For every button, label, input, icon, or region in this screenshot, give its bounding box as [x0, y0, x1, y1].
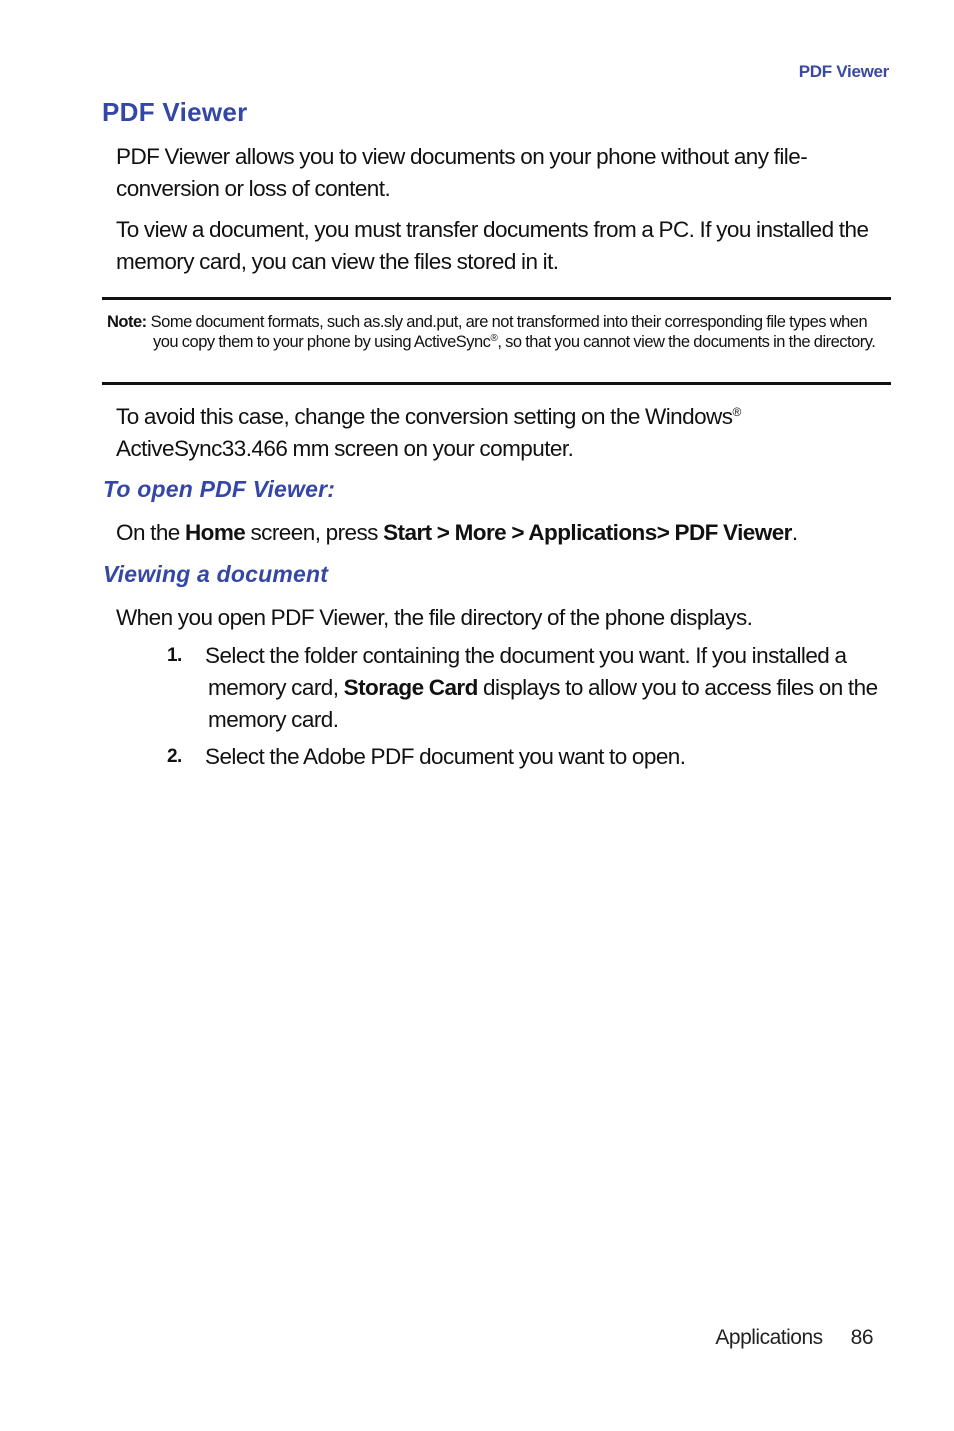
step-number: 1. [167, 645, 182, 666]
page-number: 86 [850, 1326, 873, 1349]
registered-mark: ® [490, 333, 498, 344]
open-text-3: . [791, 520, 798, 545]
page-footer [715, 1326, 873, 1350]
step-text-b: displays to allow you to access files on the memory card. [208, 675, 878, 732]
registered-mark: ® [732, 405, 741, 419]
conversion-line-a: To avoid this case, change the conversion setting on the Windows [116, 404, 733, 429]
conversion-paragraph [116, 401, 906, 465]
subsection-title-open: To open PDF Viewer: [103, 476, 336, 502]
step-text-continuation [205, 672, 887, 736]
running-header: PDF Viewer [798, 62, 889, 81]
footer-section-name: Applications [715, 1326, 823, 1349]
conversion-line-b: ActiveSync33.466 mm screen on your computer. [116, 436, 574, 461]
intro-paragraph-2: To view a document, you must transfer documents from a PC. If you installed the memory card, you can view the files stored in it. [116, 217, 869, 274]
note-text-b: , so that you cannot view the documents in the directory. [497, 333, 876, 351]
note-label: Note: [107, 313, 147, 331]
step-text-a: memory card, [208, 675, 344, 700]
note-box [107, 312, 889, 352]
step-text-line1: Select the Adobe PDF document you want to open. [205, 744, 686, 769]
subsection-title-viewing: Viewing a document [103, 561, 329, 587]
step-item [167, 640, 887, 736]
note-top-rule [102, 297, 891, 300]
note-text-a: Some document formats, such as.sly and.put, are not transformed into their corresponding file types when you copy them to your phone by using ActiveSync [150, 313, 868, 351]
note-bottom-rule [102, 382, 891, 385]
open-text-2: screen, press [245, 520, 384, 545]
step-item [167, 741, 887, 773]
section-title: PDF Viewer [102, 97, 248, 127]
storage-card-label: Storage Card [343, 675, 478, 700]
step-number: 2. [167, 746, 182, 767]
home-label: Home [184, 520, 246, 545]
menu-path: Start > More > Applications> PDF Viewer [383, 520, 792, 545]
open-instructions [116, 517, 906, 549]
open-text-1: On the [116, 520, 185, 545]
viewing-intro: When you open PDF Viewer, the file directory of the phone displays. [116, 605, 753, 630]
step-text-line1: Select the folder containing the document you want. If you installed a [205, 643, 847, 668]
intro-paragraph-1: PDF Viewer allows you to view documents on your phone without any file-conversion or loss of content. [116, 144, 808, 201]
